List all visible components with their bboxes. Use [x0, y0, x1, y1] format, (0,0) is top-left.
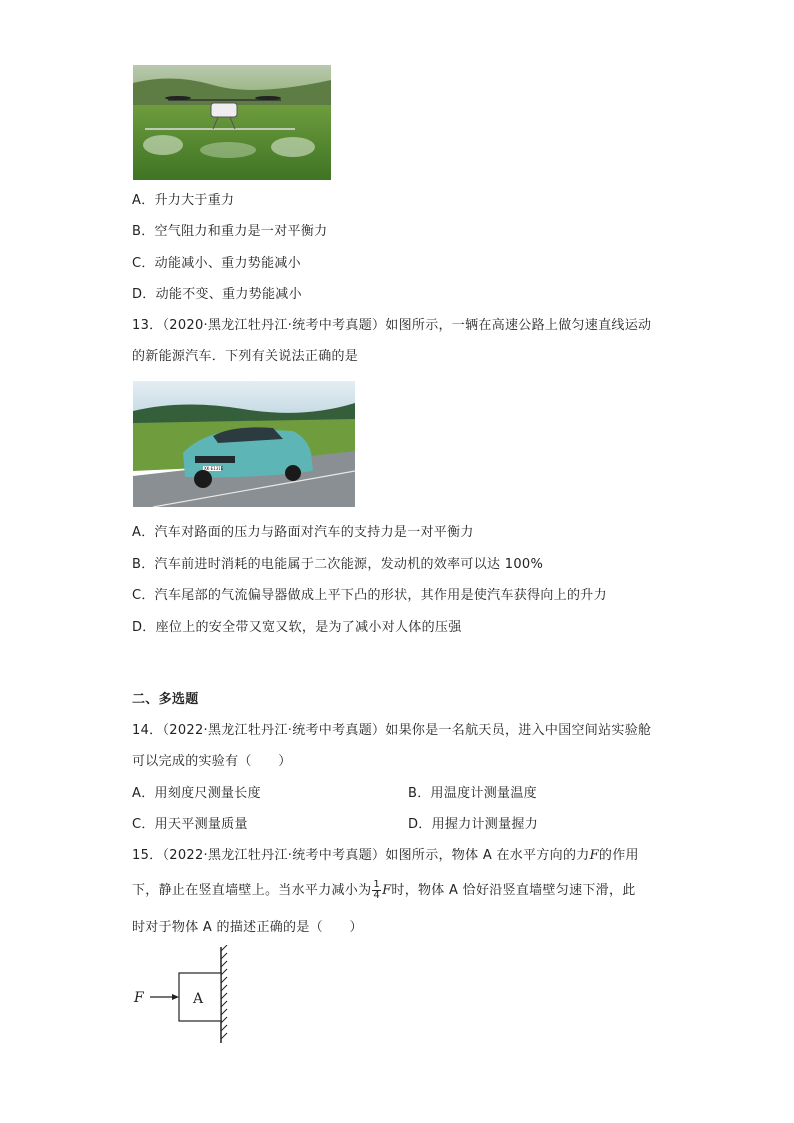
car-image [133, 381, 355, 507]
wall-hatching [221, 945, 227, 1039]
license-plate: XK·E131E [204, 466, 224, 471]
car-photo [133, 381, 355, 507]
q12-option-b: B．空气阻力和重力是一对平衡力 [132, 224, 328, 239]
q15-stem-line1 [132, 847, 639, 865]
q13-stem-line1: 13．（2020·黑龙江牡丹江·统考中考真题）如图所示，一辆在高速公路上做匀速直线运动 [132, 318, 652, 333]
q13-stem-line2: 的新能源汽车．下列有关说法正确的是 [132, 349, 359, 364]
q14-stem-line2: 可以完成的实验有（ ） [132, 754, 292, 769]
force-variable: F [382, 883, 392, 898]
q14-option-d: D．用握力计测量握力 [408, 817, 539, 832]
q15-stem-line3: 时对于物体 A 的描述正确的是（ ） [132, 920, 363, 935]
drone-image [133, 65, 331, 180]
q12-option-a: A．升力大于重力 [132, 193, 235, 208]
block-label: A [193, 991, 204, 1007]
q13-option-c: C．汽车尾部的气流偏导器做成上平下凸的形状，其作用是使汽车获得向上的升力 [132, 588, 607, 603]
q15-stem-text: 15．（2022·黑龙江牡丹江·统考中考真题）如图所示，物体 A 在水平方向的力 [132, 848, 590, 863]
force-label: F [134, 990, 144, 1006]
section-title: 二、多选题 [132, 692, 199, 707]
q14-stem-line1: 14．（2022·黑龙江牡丹江·统考中考真题）如果你是一名航天员，进入中国空间站实验舱 [132, 723, 652, 738]
force-diagram [130, 945, 240, 1045]
q15-stem-text: 下，静止在竖直墙壁上。当水平力减小为 [132, 883, 372, 898]
q13-option-d: D．座位上的安全带又宽又软，是为了减小对人体的压强 [132, 620, 462, 635]
force-variable: F [589, 848, 599, 863]
q12-option-d: D．动能不变、重力势能减小 [132, 287, 302, 302]
q14-option-a: A．用刻度尺测量长度 [132, 786, 261, 801]
fraction-denominator: 4 [373, 890, 381, 901]
drone-photo [133, 65, 331, 180]
fraction [372, 880, 381, 901]
q15-stem-line2 [132, 880, 636, 901]
fraction-numerator: 1 [373, 879, 381, 890]
q14-option-c: C．用天平测量质量 [132, 817, 248, 832]
force-diagram-svg [130, 945, 240, 1045]
q14-option-b: B．用温度计测量温度 [408, 786, 537, 801]
q15-stem-text: 时，物体 A 恰好沿竖直墙壁匀速下滑，此 [391, 883, 636, 898]
q13-option-a: A．汽车对路面的压力与路面对汽车的支持力是一对平衡力 [132, 525, 474, 540]
q13-option-b: B．汽车前进时消耗的电能属于二次能源，发动机的效率可以达 100% [132, 557, 544, 572]
q12-option-c: C．动能减小、重力势能减小 [132, 256, 301, 271]
q15-stem-text: 的作用 [598, 848, 639, 863]
